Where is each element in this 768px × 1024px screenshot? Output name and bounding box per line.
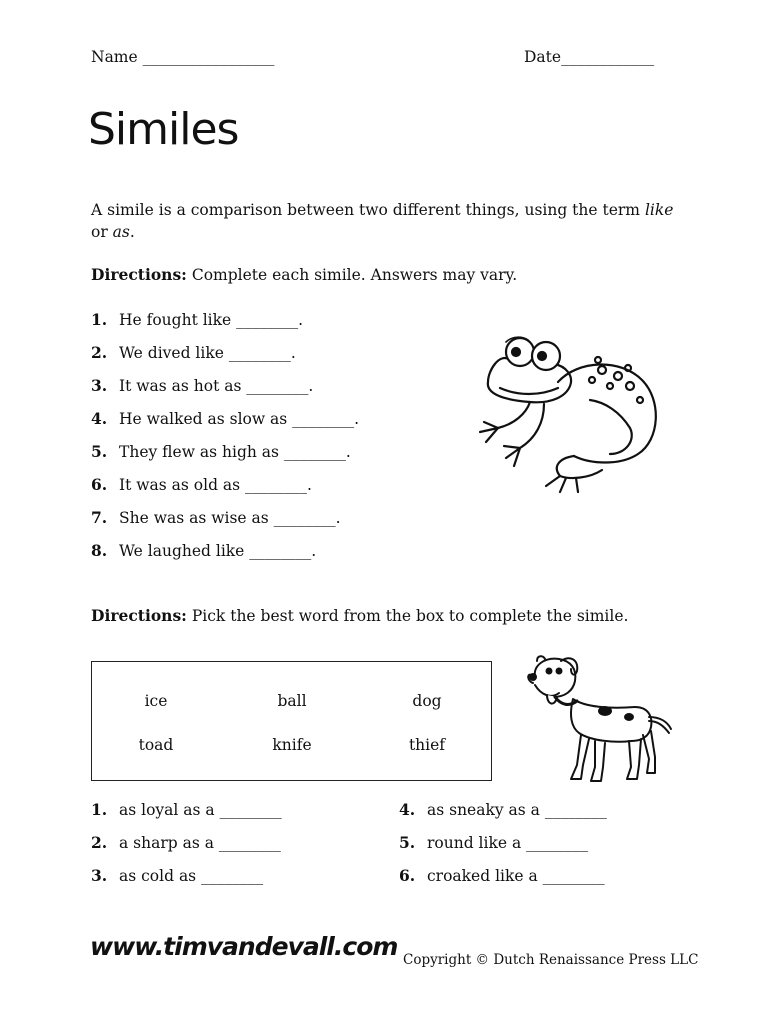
item-number: 6. <box>91 475 108 494</box>
item-number: 5. <box>91 442 108 461</box>
item-number: 2. <box>91 833 108 852</box>
item-number: 4. <box>399 800 416 819</box>
item-text: We laughed like ________. <box>119 542 317 560</box>
item-number: 5. <box>399 833 416 852</box>
item-number: 3. <box>91 376 108 395</box>
item-text: He walked as slow as ________. <box>119 410 360 428</box>
matching-item <box>399 866 605 885</box>
simile-item <box>91 409 359 428</box>
item-number: 1. <box>91 310 108 329</box>
intro-term-as: as <box>112 223 130 241</box>
word-box-item: thief <box>408 736 446 754</box>
name-field-label: Name _________________ <box>91 48 275 66</box>
intro-text-or: or <box>91 223 113 241</box>
frog-illustration <box>470 330 670 495</box>
item-text: a sharp as a ________ <box>119 834 281 852</box>
intro-text-end: . <box>129 223 135 241</box>
matching-item <box>91 866 263 885</box>
simile-item <box>91 541 316 560</box>
item-number: 4. <box>91 409 108 428</box>
page-title: Similes <box>88 104 239 155</box>
item-number: 1. <box>91 800 108 819</box>
simile-item <box>91 475 312 494</box>
item-number: 7. <box>91 508 108 527</box>
website-link[interactable]: www.timvandevall.com <box>90 932 398 961</box>
item-text: as loyal as a ________ <box>119 801 282 819</box>
matching-item <box>91 800 282 819</box>
directions-label: Directions: <box>91 265 187 284</box>
simile-item <box>91 310 303 329</box>
directions-label: Directions: <box>91 606 187 625</box>
date-field-label: Date____________ <box>524 48 655 66</box>
item-text: They flew as high as ________. <box>119 443 351 461</box>
simile-item <box>91 376 313 395</box>
item-number: 6. <box>399 866 416 885</box>
matching-item <box>91 833 281 852</box>
item-text: It was as hot as ________. <box>119 377 314 395</box>
matching-item <box>399 833 588 852</box>
item-number: 2. <box>91 343 108 362</box>
item-text: croaked like a ________ <box>427 867 605 885</box>
item-number: 8. <box>91 541 108 560</box>
copyright-notice: Copyright © Dutch Renaissance Press LLC <box>403 952 699 968</box>
item-text: round like a ________ <box>427 834 589 852</box>
directions-text: Pick the best word from the box to complete the simile. <box>186 607 629 625</box>
item-text: as sneaky as a ________ <box>427 801 607 819</box>
word-box-item: dog <box>412 692 442 710</box>
simile-item <box>91 442 351 461</box>
item-text: as cold as ________ <box>119 867 264 885</box>
directions-text: Complete each simile. Answers may vary. <box>186 266 518 284</box>
item-text: She was as wise as ________. <box>119 509 341 527</box>
word-box-item: ice <box>144 692 168 710</box>
word-box-item: ball <box>277 692 307 710</box>
item-number: 3. <box>91 866 108 885</box>
intro-paragraph <box>91 199 691 243</box>
matching-item <box>399 800 607 819</box>
word-box <box>91 661 492 781</box>
simile-item <box>91 508 341 527</box>
item-text: He fought like ________. <box>119 311 304 329</box>
word-box-item: toad <box>138 736 174 754</box>
word-box-item: knife <box>272 736 312 754</box>
intro-term-like: like <box>644 201 674 219</box>
item-text: It was as old as ________. <box>119 476 312 494</box>
directions-2 <box>91 606 628 625</box>
intro-text: A simile is a comparison between two different things, using the term <box>91 201 645 219</box>
simile-item <box>91 343 296 362</box>
item-text: We dived like ________. <box>119 344 296 362</box>
directions-1 <box>91 265 517 284</box>
dog-illustration <box>525 655 675 787</box>
